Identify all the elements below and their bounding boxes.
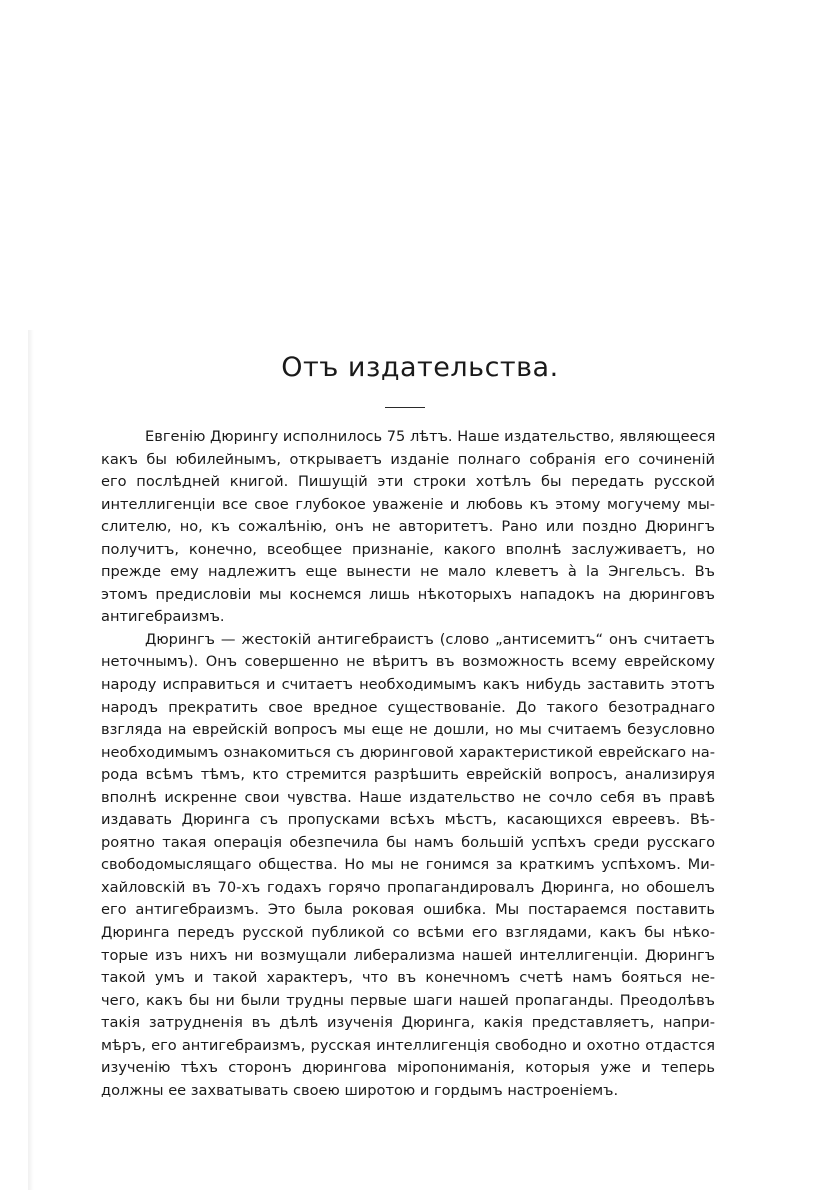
- title-divider: [385, 407, 425, 408]
- text-line: вполнѣ искренне свои чувства. Наше издательство не сочло себя въ правѣ: [101, 788, 715, 806]
- text-line: такой умъ и такой характеръ, что въ конечномъ счетѣ намъ бояться не-: [101, 969, 715, 987]
- text-line: хайловскій въ 70-хъ годахъ горячо пропагандировалъ Дюринга, но обошелъ: [101, 878, 715, 896]
- text-line: рода всѣмъ тѣмъ, кто стремится разрѣшить еврейскій вопросъ, анализируя: [101, 766, 715, 784]
- text-line: неточнымъ). Онъ совершенно не вѣритъ въ возможность всему еврейскому: [101, 653, 715, 671]
- text-line: Дюринга передъ русской публикой со всѣми его взглядами, какъ бы нѣко-: [101, 924, 715, 942]
- text-line: народу исправиться и считаетъ необходимымъ какъ нибудь заставить этотъ: [101, 676, 715, 694]
- text-line: народъ прекратить свое вредное существованіе. До такого безотраднаго: [101, 698, 715, 716]
- text-line: такія затрудненія въ дѣлѣ изученія Дюринга, какія представляетъ, напри-: [101, 1014, 715, 1032]
- text-line: свободомыслящаго общества. Но мы не гонимся за краткимъ успѣхомъ. Ми-: [101, 856, 715, 874]
- text-line: антигебраизмъ.: [101, 608, 225, 626]
- text-line: необходимымъ ознакомиться съ дюринговой характеристикой еврейскаго на-: [101, 743, 715, 761]
- paragraph-2: [101, 629, 715, 1102]
- text-line: роятно такая операція обезпечила бы намъ большій успѣхъ среди русскаго: [101, 833, 715, 851]
- text-line: получитъ, конечно, всеобщее признаніе, какого вполнѣ заслуживаетъ, но: [101, 540, 715, 558]
- text-line: его антигебраизмъ. Это была роковая ошибка. Мы постараемся поставить: [101, 901, 715, 919]
- page-title: Отъ издательства.: [281, 352, 559, 383]
- text-line: Евгенію Дюрингу исполнилось 75 лѣтъ. Наше издательство, являющееся: [145, 428, 716, 445]
- text-line: его послѣдней книгой. Пишущій эти строки хотѣлъ бы передать русской: [101, 473, 715, 491]
- text-line: мѣръ, его антигебраизмъ, русская интеллигенція свободно и охотно отдастся: [101, 1036, 715, 1054]
- text-line: этомъ предисловіи мы коснемся лишь нѣкоторыхъ нападокъ на дюринговъ: [101, 585, 715, 603]
- text-line: взгляда на еврейскій вопросъ мы еще не дошли, но мы считаемъ безусловно: [101, 721, 715, 739]
- body-text: [101, 426, 715, 1102]
- paragraph-1: [101, 426, 715, 629]
- text-line: какъ бы юбилейнымъ, открываетъ изданіе полнаго собранія его сочиненій: [101, 450, 715, 468]
- text-line: интеллигенціи все свое глубокое уваженіе и любовь къ этому могучему мы-: [101, 495, 715, 513]
- text-line: издавать Дюринга съ пропусками всѣхъ мѣстъ, касающихся евреевъ. Вѣ-: [101, 811, 715, 829]
- text-line: слителю, но, къ сожалѣнію, онъ не авторитетъ. Рано или поздно Дюрингъ: [101, 518, 715, 536]
- text-line: прежде ему надлежитъ еще вынести не мало клеветъ à la Энгельсъ. Въ: [101, 563, 715, 581]
- text-line: торые изъ нихъ ни возмущали либерализма нашей интеллигенціи. Дюрингъ: [101, 946, 715, 964]
- text-line: чего, какъ бы ни были трудны первые шаги нашей пропаганды. Преодолѣвъ: [101, 991, 715, 1009]
- text-line: Дюрингъ — жестокій антигебраистъ (слово „антисемитъ“ онъ считаетъ: [145, 630, 715, 648]
- text-line: изученію тѣхъ сторонъ дюрингова міропониманія, которыя уже и теперь: [101, 1059, 715, 1077]
- text-line: должны ее захватывать своею широтою и гордымъ настроеніемъ.: [101, 1081, 619, 1099]
- scan-edge-shadow: [28, 330, 34, 1190]
